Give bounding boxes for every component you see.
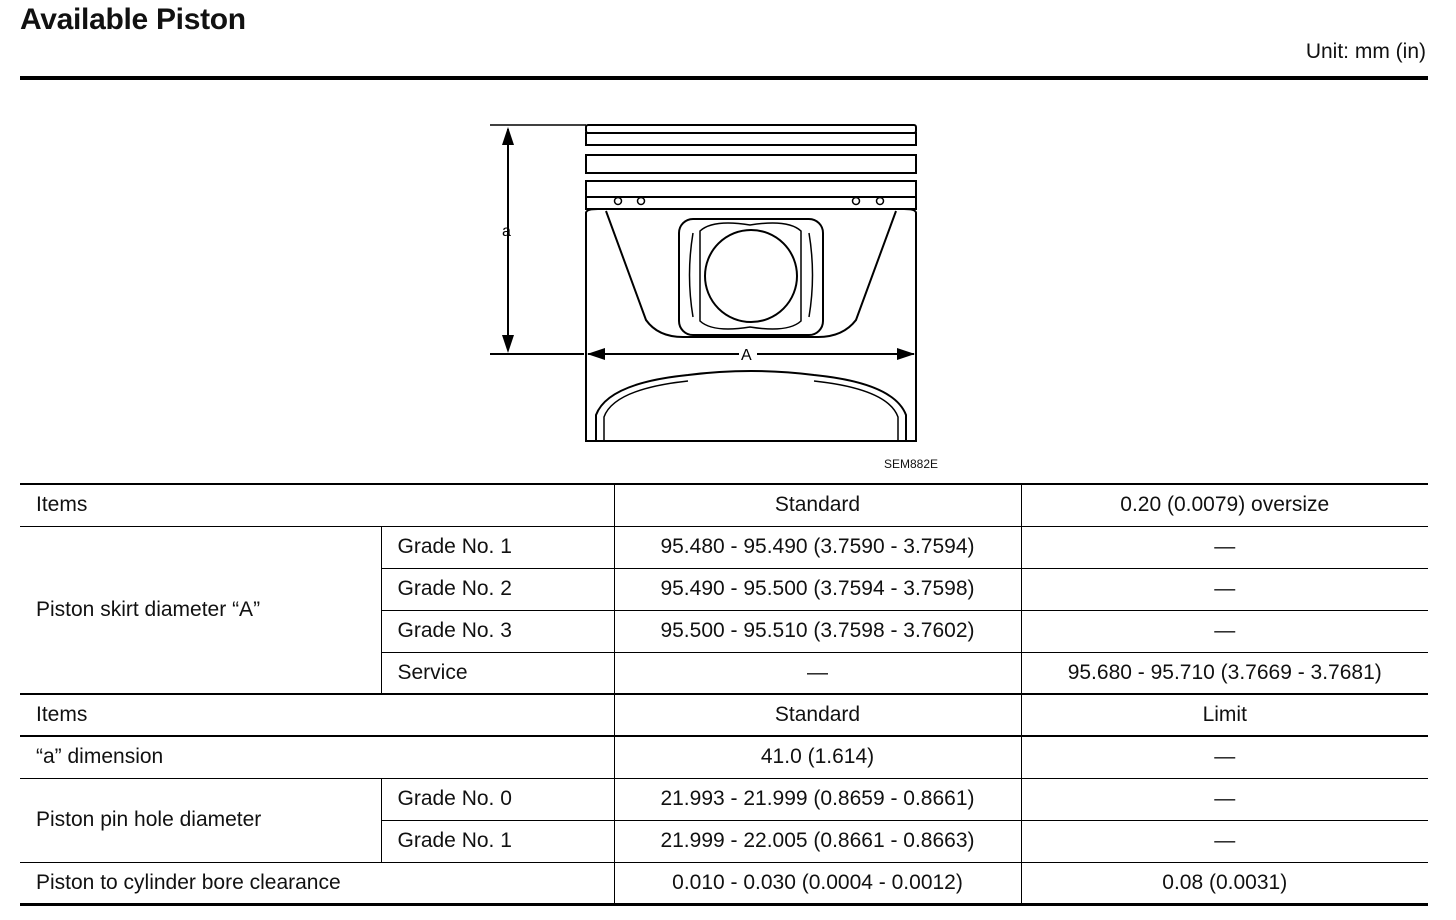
dimension-a-label: a (502, 223, 511, 240)
limit-cell: — (1021, 736, 1428, 778)
oversize-cell: — (1021, 526, 1428, 568)
standard-cell: 21.993 - 21.999 (0.8659 - 0.8661) (614, 778, 1021, 820)
limit-header: Limit (1021, 694, 1428, 736)
oversize-cell: — (1021, 610, 1428, 652)
unit-label: Unit: mm (in) (1305, 40, 1426, 63)
skirt-diameter-label: Piston skirt diameter “A” (20, 526, 381, 694)
standard-cell: 21.999 - 22.005 (0.8661 - 0.8663) (614, 820, 1021, 862)
oversize-cell: — (1021, 568, 1428, 610)
piston-spec-table (20, 483, 1428, 906)
grade-cell: Service (381, 652, 614, 694)
a-dimension-label: “a” dimension (20, 736, 614, 778)
grade-cell: Grade No. 2 (381, 568, 614, 610)
standard-cell: 95.500 - 95.510 (3.7598 - 3.7602) (614, 610, 1021, 652)
pin-hole-label: Piston pin hole diameter (20, 778, 381, 862)
standard-cell: 95.490 - 95.500 (3.7594 - 3.7598) (614, 568, 1021, 610)
grade-cell: Grade No. 3 (381, 610, 614, 652)
figure-caption: SEM882E (884, 457, 939, 471)
standard-cell: — (614, 652, 1021, 694)
items-header: Items (20, 694, 614, 736)
standard-cell: 95.480 - 95.490 (3.7590 - 3.7594) (614, 526, 1021, 568)
table1-header-row (20, 484, 1428, 526)
dimension-A-label: A (741, 347, 752, 364)
page-title: Available Piston (20, 3, 246, 36)
table2-header-row (20, 694, 1428, 736)
table-row (20, 862, 1428, 904)
grade-cell: Grade No. 1 (381, 526, 614, 568)
table-row (20, 778, 1428, 820)
standard-header: Standard (614, 484, 1021, 526)
clearance-label: Piston to cylinder bore clearance (20, 862, 614, 904)
table-row (20, 526, 1428, 568)
standard-cell: 41.0 (1.614) (614, 736, 1021, 778)
grade-cell: Grade No. 0 (381, 778, 614, 820)
piston-diagram (488, 115, 948, 475)
oversize-header: 0.20 (0.0079) oversize (1021, 484, 1428, 526)
table-row (20, 736, 1428, 778)
title-rule (20, 76, 1428, 80)
limit-cell: — (1021, 778, 1428, 820)
limit-cell: 0.08 (0.0031) (1021, 862, 1428, 904)
items-header: Items (20, 484, 614, 526)
oversize-cell: 95.680 - 95.710 (3.7669 - 3.7681) (1021, 652, 1428, 694)
standard-cell: 0.010 - 0.030 (0.0004 - 0.0012) (614, 862, 1021, 904)
limit-cell: — (1021, 820, 1428, 862)
grade-cell: Grade No. 1 (381, 820, 614, 862)
standard-header: Standard (614, 694, 1021, 736)
